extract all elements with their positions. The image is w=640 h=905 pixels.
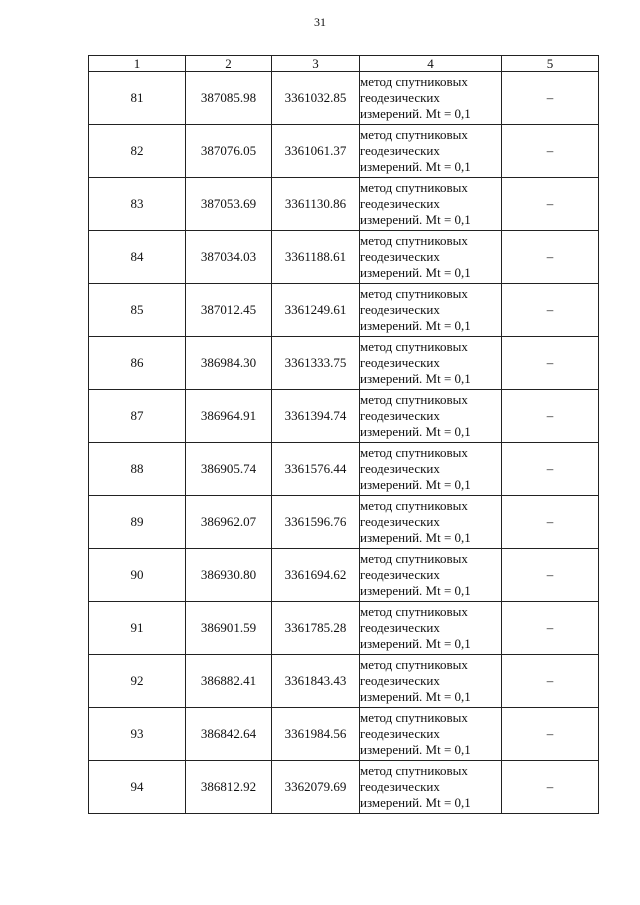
method-cell <box>360 761 502 814</box>
y-coordinate-cell: 3361596.76 <box>272 496 360 549</box>
point-number-cell: 90 <box>89 549 186 602</box>
method-cell <box>360 390 502 443</box>
note-cell: – <box>502 337 599 390</box>
method-line: метод спутниковых <box>360 392 468 407</box>
method-line: измерений. Mt = 0,1 <box>360 636 471 651</box>
note-cell: – <box>502 178 599 231</box>
method-line: измерений. Mt = 0,1 <box>360 424 471 439</box>
note-cell: – <box>502 231 599 284</box>
y-coordinate-cell: 3361394.74 <box>272 390 360 443</box>
y-coordinate-cell: 3361333.75 <box>272 337 360 390</box>
x-coordinate-cell: 387053.69 <box>186 178 272 231</box>
method-line: геодезических <box>360 779 440 794</box>
coordinates-table <box>88 55 599 814</box>
point-number-cell: 92 <box>89 655 186 708</box>
x-coordinate-cell: 386882.41 <box>186 655 272 708</box>
table-row <box>89 443 599 496</box>
method-line: метод спутниковых <box>360 657 468 672</box>
method-line: измерений. Mt = 0,1 <box>360 212 471 227</box>
y-coordinate-cell: 3361843.43 <box>272 655 360 708</box>
method-cell <box>360 496 502 549</box>
point-number-cell: 87 <box>89 390 186 443</box>
table-row <box>89 72 599 125</box>
point-number-cell: 83 <box>89 178 186 231</box>
y-coordinate-cell: 3361694.62 <box>272 549 360 602</box>
table-row <box>89 496 599 549</box>
table-row <box>89 549 599 602</box>
method-line: геодезических <box>360 143 440 158</box>
table-row <box>89 390 599 443</box>
note-cell: – <box>502 708 599 761</box>
note-cell: – <box>502 390 599 443</box>
method-line: геодезических <box>360 673 440 688</box>
y-coordinate-cell: 3362079.69 <box>272 761 360 814</box>
point-number-cell: 82 <box>89 125 186 178</box>
x-coordinate-cell: 386930.80 <box>186 549 272 602</box>
header-row <box>89 56 599 72</box>
method-line: измерений. Mt = 0,1 <box>360 689 471 704</box>
method-cell <box>360 125 502 178</box>
method-cell <box>360 284 502 337</box>
note-cell: – <box>502 549 599 602</box>
x-coordinate-cell: 386812.92 <box>186 761 272 814</box>
method-line: измерений. Mt = 0,1 <box>360 583 471 598</box>
method-line: геодезических <box>360 514 440 529</box>
method-line: измерений. Mt = 0,1 <box>360 265 471 280</box>
method-line: геодезических <box>360 302 440 317</box>
y-coordinate-cell: 3361032.85 <box>272 72 360 125</box>
method-line: измерений. Mt = 0,1 <box>360 530 471 545</box>
method-line: метод спутниковых <box>360 498 468 513</box>
y-coordinate-cell: 3361576.44 <box>272 443 360 496</box>
y-coordinate-cell: 3361984.56 <box>272 708 360 761</box>
point-number-cell: 85 <box>89 284 186 337</box>
method-line: метод спутниковых <box>360 763 468 778</box>
method-line: метод спутниковых <box>360 339 468 354</box>
point-number-cell: 81 <box>89 72 186 125</box>
method-line: геодезических <box>360 249 440 264</box>
header-col-3: 3 <box>272 56 360 72</box>
method-cell <box>360 231 502 284</box>
header-col-4: 4 <box>360 56 502 72</box>
method-line: метод спутниковых <box>360 180 468 195</box>
method-line: метод спутниковых <box>360 286 468 301</box>
x-coordinate-cell: 386984.30 <box>186 337 272 390</box>
table-row <box>89 602 599 655</box>
method-line: метод спутниковых <box>360 127 468 142</box>
x-coordinate-cell: 386964.91 <box>186 390 272 443</box>
header-col-1: 1 <box>89 56 186 72</box>
method-line: геодезических <box>360 90 440 105</box>
method-line: измерений. Mt = 0,1 <box>360 742 471 757</box>
method-line: геодезических <box>360 408 440 423</box>
method-cell <box>360 602 502 655</box>
method-line: измерений. Mt = 0,1 <box>360 477 471 492</box>
point-number-cell: 94 <box>89 761 186 814</box>
y-coordinate-cell: 3361188.61 <box>272 231 360 284</box>
note-cell: – <box>502 655 599 708</box>
point-number-cell: 93 <box>89 708 186 761</box>
method-line: измерений. Mt = 0,1 <box>360 159 471 174</box>
table-row <box>89 178 599 231</box>
method-cell <box>360 337 502 390</box>
method-line: геодезических <box>360 196 440 211</box>
x-coordinate-cell: 386905.74 <box>186 443 272 496</box>
method-line: измерений. Mt = 0,1 <box>360 371 471 386</box>
y-coordinate-cell: 3361061.37 <box>272 125 360 178</box>
table-header <box>89 56 599 72</box>
method-cell <box>360 655 502 708</box>
header-col-5: 5 <box>502 56 599 72</box>
point-number-cell: 84 <box>89 231 186 284</box>
method-cell <box>360 549 502 602</box>
method-line: измерений. Mt = 0,1 <box>360 795 471 810</box>
method-line: измерений. Mt = 0,1 <box>360 106 471 121</box>
method-line: геодезических <box>360 355 440 370</box>
point-number-cell: 91 <box>89 602 186 655</box>
method-cell <box>360 72 502 125</box>
method-line: метод спутниковых <box>360 445 468 460</box>
point-number-cell: 89 <box>89 496 186 549</box>
y-coordinate-cell: 3361130.86 <box>272 178 360 231</box>
note-cell: – <box>502 496 599 549</box>
method-line: геодезических <box>360 726 440 741</box>
x-coordinate-cell: 386962.07 <box>186 496 272 549</box>
y-coordinate-cell: 3361249.61 <box>272 284 360 337</box>
note-cell: – <box>502 72 599 125</box>
table-row <box>89 655 599 708</box>
note-cell: – <box>502 761 599 814</box>
method-line: измерений. Mt = 0,1 <box>360 318 471 333</box>
method-line: геодезических <box>360 620 440 635</box>
note-cell: – <box>502 125 599 178</box>
page-number: 31 <box>314 15 326 29</box>
method-line: метод спутниковых <box>360 74 468 89</box>
table-row <box>89 761 599 814</box>
x-coordinate-cell: 387034.03 <box>186 231 272 284</box>
note-cell: – <box>502 284 599 337</box>
x-coordinate-cell: 386842.64 <box>186 708 272 761</box>
x-coordinate-cell: 387012.45 <box>186 284 272 337</box>
method-line: геодезических <box>360 461 440 476</box>
table-row <box>89 337 599 390</box>
table-body <box>89 72 599 814</box>
method-line: метод спутниковых <box>360 233 468 248</box>
table-row <box>89 284 599 337</box>
method-cell <box>360 708 502 761</box>
point-number-cell: 88 <box>89 443 186 496</box>
method-line: геодезических <box>360 567 440 582</box>
point-number-cell: 86 <box>89 337 186 390</box>
note-cell: – <box>502 443 599 496</box>
table-row <box>89 125 599 178</box>
x-coordinate-cell: 387076.05 <box>186 125 272 178</box>
method-cell <box>360 443 502 496</box>
y-coordinate-cell: 3361785.28 <box>272 602 360 655</box>
table-row <box>89 231 599 284</box>
method-line: метод спутниковых <box>360 604 468 619</box>
method-line: метод спутниковых <box>360 551 468 566</box>
x-coordinate-cell: 387085.98 <box>186 72 272 125</box>
header-col-2: 2 <box>186 56 272 72</box>
table-row <box>89 708 599 761</box>
method-line: метод спутниковых <box>360 710 468 725</box>
x-coordinate-cell: 386901.59 <box>186 602 272 655</box>
method-cell <box>360 178 502 231</box>
note-cell: – <box>502 602 599 655</box>
